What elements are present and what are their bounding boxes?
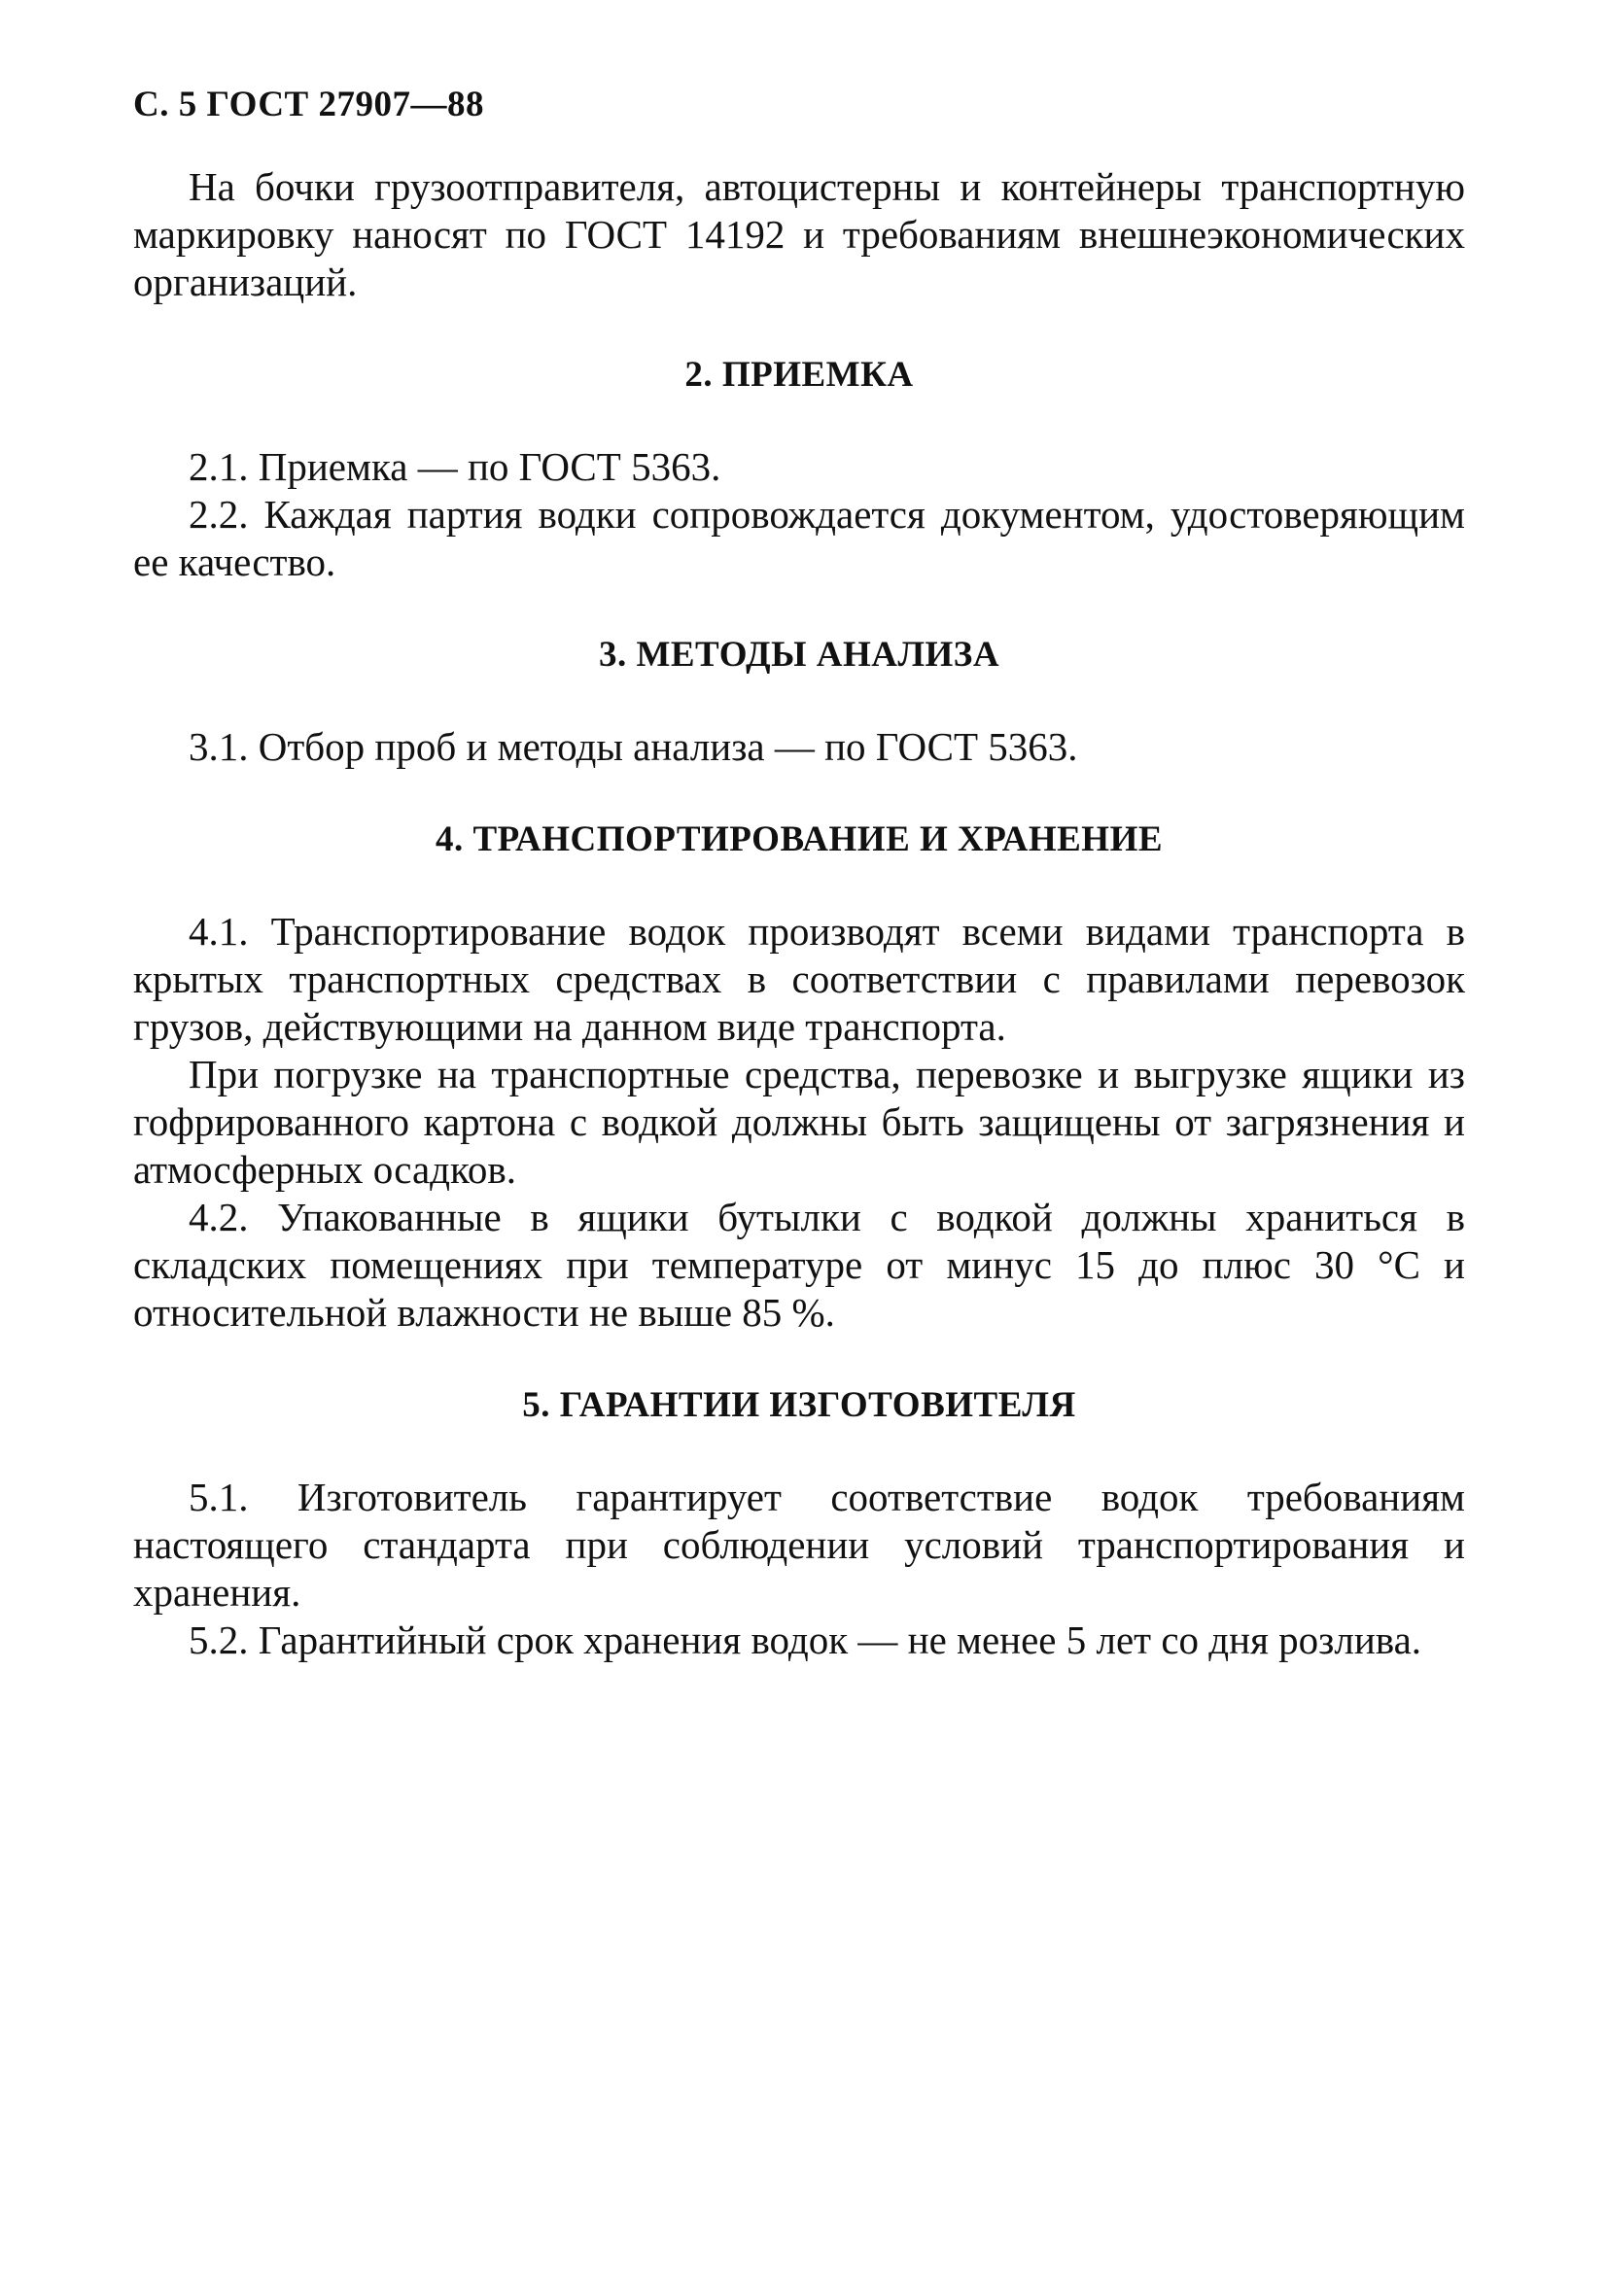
clause-2-1: 2.1. Приемка — по ГОСТ 5363. bbox=[189, 444, 721, 489]
clause-2-2: 2.2. Каждая партия водки сопровождается документом, удостоверяющим ее качество. bbox=[133, 492, 1465, 584]
section-5-heading: 5. ГАРАНТИИ ИЗГОТОВИТЕЛЯ bbox=[522, 1385, 1076, 1425]
clause-4-1-continuation: При погрузке на транспортные средства, перевозке и выгрузке ящики из гофрированного картона с водкой должны быть защищены от загрязнения и атмосферных осадков. bbox=[133, 1052, 1465, 1192]
clause-5-2: 5.2. Гарантийный срок хранения водок — не менее 5 лет со дня розлива. bbox=[189, 1618, 1422, 1662]
clause-5-1: 5.1. Изготовитель гарантирует соответствие водок требованиям настоящего стандарта при соблюдении условий транспортирования и хранения. bbox=[133, 1475, 1465, 1615]
document-body bbox=[133, 163, 1465, 1664]
section-2-heading: 2. ПРИЕМКА bbox=[684, 355, 914, 395]
page-header: С. 5 ГОСТ 27907—88 bbox=[133, 85, 484, 124]
intro-paragraph: На бочки грузоотправителя, автоцистерны и контейнеры транспортную маркировку наносят по ГОСТ 14192 и требованиям внешнеэкономических организаций. bbox=[133, 164, 1465, 304]
clause-4-2: 4.2. Упакованные в ящики бутылки с водкой должны храниться в складских помещениях при температуре от минус 15 до плюс 30 °С и относительной влажности не выше 85 %. bbox=[133, 1195, 1465, 1335]
section-3-heading: 3. МЕТОДЫ АНАЛИЗА bbox=[598, 635, 1000, 675]
section-4-heading: 4. ТРАНСПОРТИРОВАНИЕ И ХРАНЕНИЕ bbox=[435, 819, 1164, 859]
clause-4-1: 4.1. Транспортирование водок производят всеми видами транспорта в крытых транспортных средствах в соответствии с правилами перевозок грузов, действующими на данном виде транспорта. bbox=[133, 909, 1465, 1049]
clause-3-1: 3.1. Отбор проб и методы анализа — по ГОСТ 5363. bbox=[189, 724, 1078, 769]
